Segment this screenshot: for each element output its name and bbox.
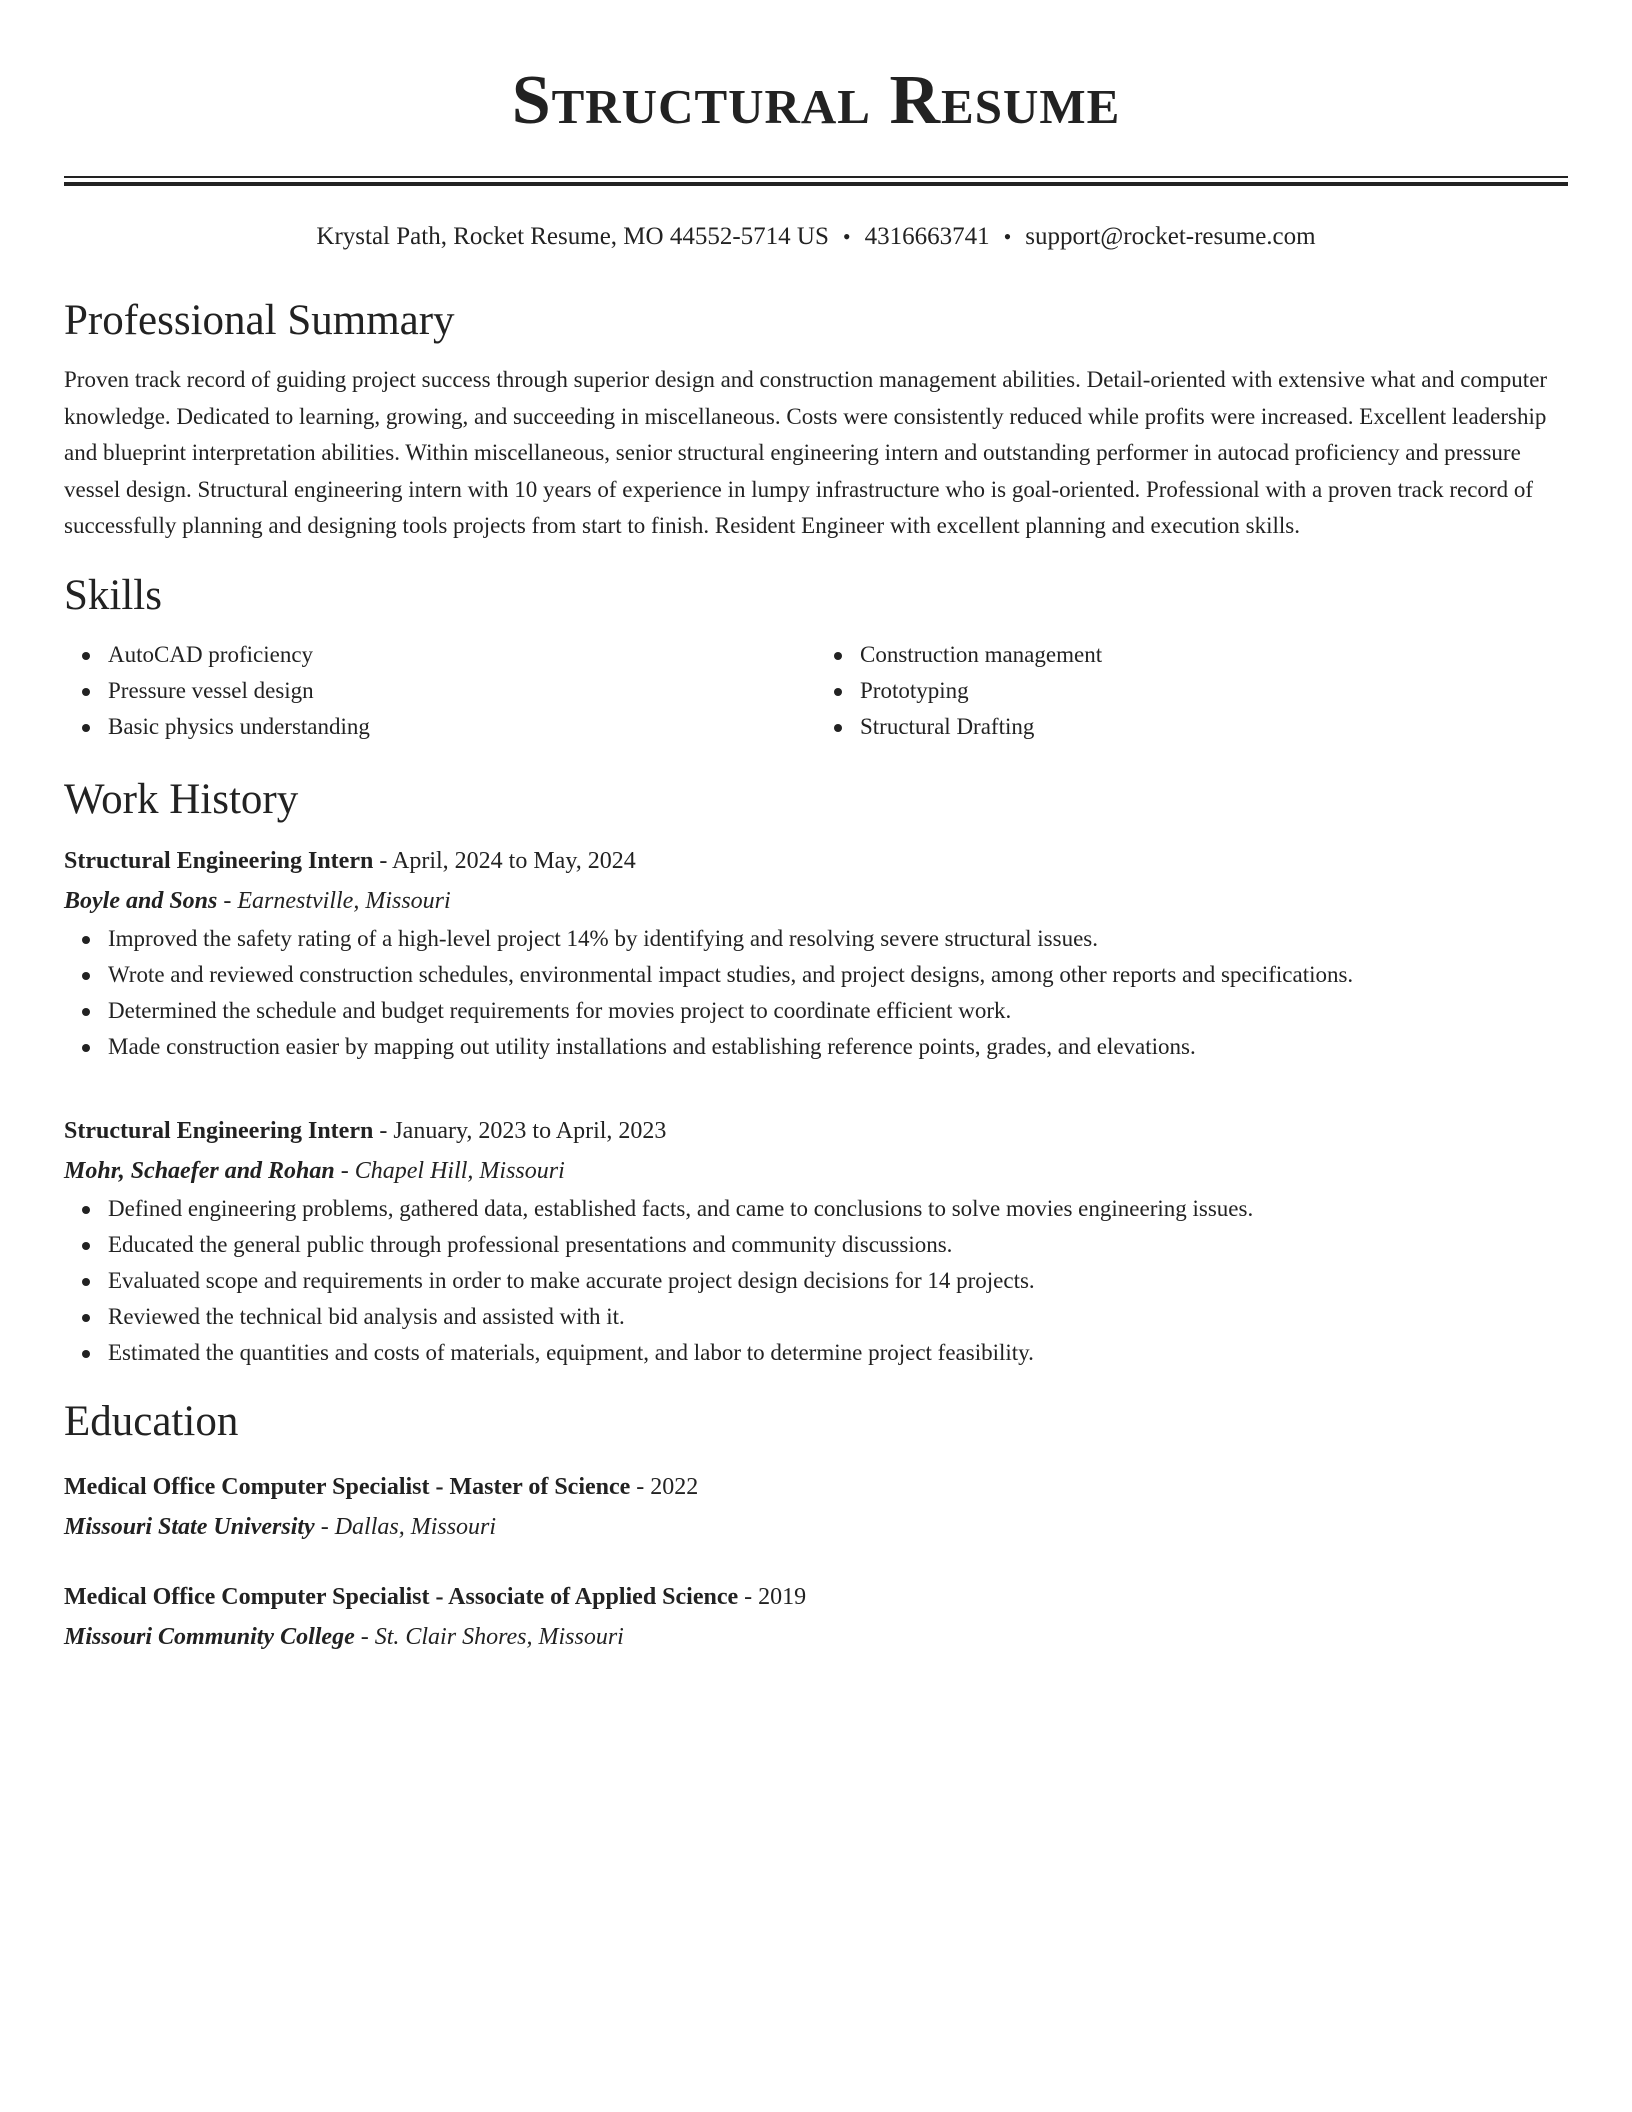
- education-header: [64, 1467, 1568, 1507]
- job-duty: Reviewed the technical bid analysis and assisted with it.: [108, 1299, 1568, 1335]
- job-duty: Defined engineering problems, gathered data, established facts, and came to conclusions to solve movies engineering issues.: [108, 1191, 1568, 1227]
- school-location: - St. Clair Shores, Missouri: [354, 1623, 624, 1650]
- job-duties: [64, 1191, 1568, 1371]
- job-dates: - April, 2024 to May, 2024: [373, 847, 636, 874]
- work-history-heading: Work History: [64, 775, 299, 823]
- job-header: [64, 841, 1568, 881]
- job-title: Structural Engineering Intern: [64, 847, 374, 874]
- job-duties: [64, 921, 1568, 1065]
- job-header: [64, 1111, 1568, 1151]
- skill-item: Pressure vessel design: [108, 673, 816, 709]
- skills-column-left: [64, 637, 816, 745]
- education-heading: Education: [64, 1397, 239, 1445]
- job-duty: Estimated the quantities and costs of materials, equipment, and labor to determine project feasibility.: [108, 1335, 1568, 1371]
- contact-phone: 4316663741: [864, 223, 990, 250]
- degree-name: Medical Office Computer Specialist - Master of Science: [64, 1473, 631, 1500]
- skill-item: Construction management: [860, 637, 1568, 673]
- contact-separator: •: [1003, 224, 1012, 249]
- skill-item: Prototyping: [860, 673, 1568, 709]
- job-dates: - January, 2023 to April, 2023: [373, 1117, 667, 1144]
- job-duty: Made construction easier by mapping out utility installations and establishing reference points, grades, and elevations.: [108, 1029, 1568, 1065]
- summary-text: Proven track record of guiding project success through superior design and construction management abilities. Detail-oriented with extensive what and computer knowledge. Dedicated to learning, growing, and succeeding in miscellaneous. Costs were consistently reduced while profits were increased. Excellent leadership and blueprint interpretation abilities. Within miscellaneous, senior structural engineering intern and outstanding performer in autocad proficiency and pressure vessel design. Structural engineering intern with 10 years of experience in lumpy infrastructure who is goal-oriented. Professional with a proven track record of successfully planning and designing tools projects from start to finish. Resident Engineer with excellent planning and execution skills.: [64, 367, 1548, 538]
- skill-item: Structural Drafting: [860, 709, 1568, 745]
- education-entry: [64, 1577, 1568, 1657]
- resume-title: Structural Resume: [511, 62, 1121, 139]
- job-duty: Determined the schedule and budget requirements for movies project to coordinate efficient work.: [108, 993, 1568, 1029]
- job-duty: Educated the general public through professional presentations and community discussions.: [108, 1227, 1568, 1263]
- skills-list: [64, 637, 1568, 745]
- company-location: - Earnestville, Missouri: [217, 887, 451, 914]
- education-header: [64, 1577, 1568, 1617]
- job-duty: Improved the safety rating of a high-level project 14% by identifying and resolving severe structural issues.: [108, 921, 1568, 957]
- job-title: Structural Engineering Intern: [64, 1117, 374, 1144]
- skills-column-right: [816, 637, 1568, 745]
- contact-separator: •: [842, 224, 851, 249]
- school-name: Missouri Community College: [64, 1623, 355, 1650]
- job-entry: [64, 841, 1568, 1065]
- job-employer: [64, 1151, 1568, 1191]
- summary-heading: Professional Summary: [64, 297, 455, 344]
- contact-email: support@rocket-resume.com: [1025, 223, 1316, 250]
- graduation-year: - 2022: [630, 1473, 699, 1500]
- degree-name: Medical Office Computer Specialist - Associate of Applied Science: [64, 1583, 739, 1610]
- title-divider: [64, 176, 1568, 186]
- skills-heading: Skills: [64, 571, 162, 619]
- company-name: Boyle and Sons: [64, 887, 218, 914]
- company-name: Mohr, Schaefer and Rohan: [64, 1157, 335, 1184]
- school-name: Missouri State University: [64, 1513, 315, 1540]
- education-entry: [64, 1467, 1568, 1547]
- job-duty: Evaluated scope and requirements in order to make accurate project design decisions for 14 projects.: [108, 1263, 1568, 1299]
- contact-line: [64, 220, 1568, 254]
- job-entry: [64, 1111, 1568, 1371]
- skill-item: AutoCAD proficiency: [108, 637, 816, 673]
- contact-address: Krystal Path, Rocket Resume, MO 44552-5714 US: [316, 223, 829, 250]
- education-school: [64, 1617, 1568, 1657]
- school-location: - Dallas, Missouri: [314, 1513, 497, 1540]
- job-employer: [64, 881, 1568, 921]
- education-school: [64, 1507, 1568, 1547]
- company-location: - Chapel Hill, Missouri: [334, 1157, 565, 1184]
- graduation-year: - 2019: [738, 1583, 807, 1610]
- job-duty: Wrote and reviewed construction schedules, environmental impact studies, and project designs, among other reports and specifications.: [108, 957, 1568, 993]
- skill-item: Basic physics understanding: [108, 709, 816, 745]
